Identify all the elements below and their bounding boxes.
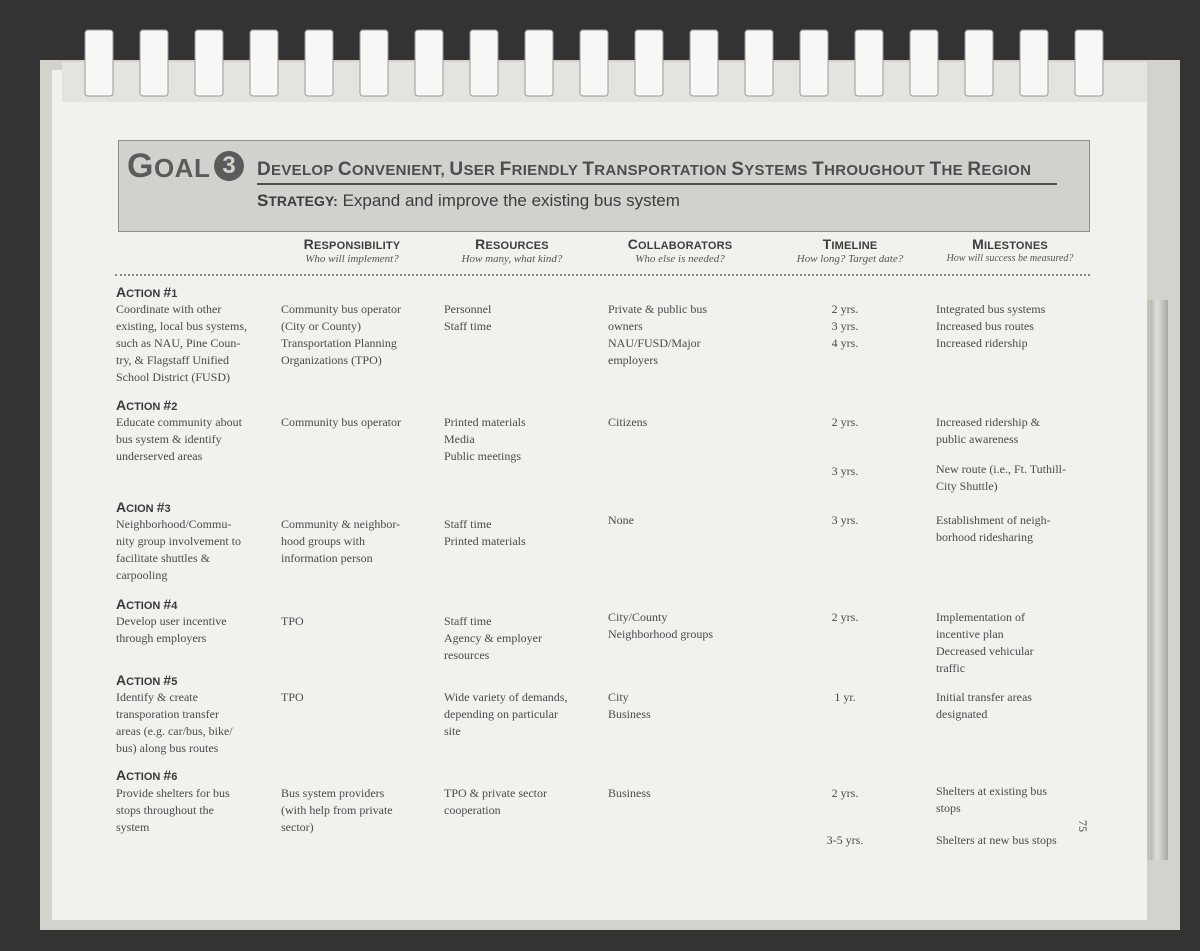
column-header-timeline (770, 236, 930, 265)
resources-cell: Staff time Agency & employer resources (444, 614, 542, 662)
responsibility-cell: Community bus operator (City or County) Transportation Planning Organizations (TPO) (281, 302, 401, 367)
milestones-cell: Implementation of incentive plan Decreased vehicular traffic (936, 610, 1034, 675)
milestones-cell: Initial transfer areas designated (936, 690, 1032, 721)
milestones-cell: New route (i.e., Ft. Tuthill- City Shuttle) (936, 462, 1067, 493)
timeline-cell: 2 yrs. (831, 415, 859, 429)
goal-title: DEVELOP CONVENIENT, USER FRIENDLY TRANSPORTATION SYSTEMS THROUGHOUT THE REGION (257, 159, 1032, 180)
strategy-text: Expand and improve the existing bus system (342, 191, 680, 210)
milestones-cell: Establishment of neigh- borhood ridesharing (936, 513, 1051, 544)
responsibility-cell: TPO (281, 690, 304, 704)
milestones-cell: Shelters at new bus stops (936, 833, 1057, 847)
resources-cell: Staff time Printed materials (444, 517, 526, 548)
action-heading: ACTION #1 (116, 284, 178, 300)
column-title: TIMELINE (822, 236, 878, 252)
timeline-cell: 3 yrs. (831, 513, 859, 527)
action-description: Neighborhood/Commu- nity group involvement to facilitate shuttles & carpooling (116, 517, 241, 582)
action-heading: ACTION #6 (116, 767, 178, 783)
column-subtitle: Who will implement? (305, 253, 399, 265)
responsibility-cell: Bus system providers (with help from private sector) (281, 786, 393, 834)
column-subtitle: Who else is needed? (635, 253, 725, 265)
column-title: RESPONSIBILITY (303, 236, 401, 252)
column-subtitle: How long? Target date? (796, 253, 904, 265)
goal-number-badge: 3 (214, 151, 244, 181)
collaborators-cell: Business (608, 786, 651, 800)
timeline-cell: 2 yrs. (831, 786, 859, 800)
action-description: Coordinate with other existing, local bus systems, such as NAU, Pine Coun- try, & Flagstaff Unified School District (FUSD) (116, 302, 247, 384)
column-title: MILESTONES (972, 236, 1048, 252)
timeline-cell: 1 yr. (834, 690, 856, 704)
timeline-cell: 3 yrs. (831, 464, 859, 478)
goal-letter: G (127, 147, 154, 185)
responsibility-cell: TPO (281, 614, 304, 628)
collaborators-cell: None (608, 513, 634, 527)
timeline-cell: 2 yrs. 3 yrs. 4 yrs. (831, 302, 859, 350)
goal-banner (118, 140, 1090, 232)
resources-cell: TPO & private sector cooperation (444, 786, 547, 817)
resources-cell: Printed materials Media Public meetings (444, 415, 526, 463)
collaborators-cell: Private & public bus owners NAU/FUSD/Major employers (608, 302, 707, 367)
action-heading: ACTION #5 (116, 672, 178, 688)
action-description: Develop user incentive through employers (116, 614, 227, 645)
header-divider (115, 274, 1090, 276)
collaborators-cell: Citizens (608, 415, 648, 429)
milestones-cell: Increased ridership & public awareness (936, 415, 1040, 446)
responsibility-cell: Community & neighbor- hood groups with information person (281, 517, 401, 565)
strategy-label: STRATEGY: (257, 191, 338, 210)
column-header-milestones (930, 236, 1090, 264)
milestones-cell: Shelters at existing bus stops (936, 784, 1047, 815)
goal-label (127, 147, 244, 186)
goal-divider (257, 183, 1057, 185)
collaborators-cell: City/County Neighborhood groups (608, 610, 713, 641)
resources-cell: Wide variety of demands, depending on particular site (444, 690, 568, 738)
column-header-collaborators (600, 236, 760, 265)
timeline-cell: 3-5 yrs. (826, 833, 864, 847)
column-header-resources (432, 236, 592, 265)
column-subtitle: How will success be measured? (946, 253, 1074, 264)
column-header-responsibility (272, 236, 432, 265)
action-heading: ACTION #2 (116, 397, 178, 413)
responsibility-cell: Community bus operator (281, 415, 401, 429)
column-subtitle: How many, what kind? (461, 253, 563, 265)
milestones-cell: Integrated bus systems Increased bus routes Increased ridership (936, 302, 1046, 350)
column-title: COLLABORATORS (627, 236, 733, 252)
action-heading: ACTION #4 (116, 596, 178, 612)
page-number: 75 (1076, 820, 1090, 832)
action-description: Identify & create transporation transfer areas (e.g. car/bus, bike/ bus) along bus routes (116, 690, 233, 755)
resources-cell: Personnel Staff time (444, 302, 492, 333)
column-title: RESOURCES (475, 236, 549, 252)
collaborators-cell: City Business (608, 690, 651, 721)
spiral-binding (0, 0, 1200, 110)
action-description: Educate community about bus system & identify underserved areas (116, 415, 242, 463)
goal-rest: OAL (153, 153, 211, 183)
action-description: Provide shelters for bus stops throughout the system (116, 786, 230, 834)
strategy-line (257, 191, 680, 211)
action-heading: ACION #3 (116, 499, 171, 515)
timeline-cell: 2 yrs. (831, 610, 859, 624)
